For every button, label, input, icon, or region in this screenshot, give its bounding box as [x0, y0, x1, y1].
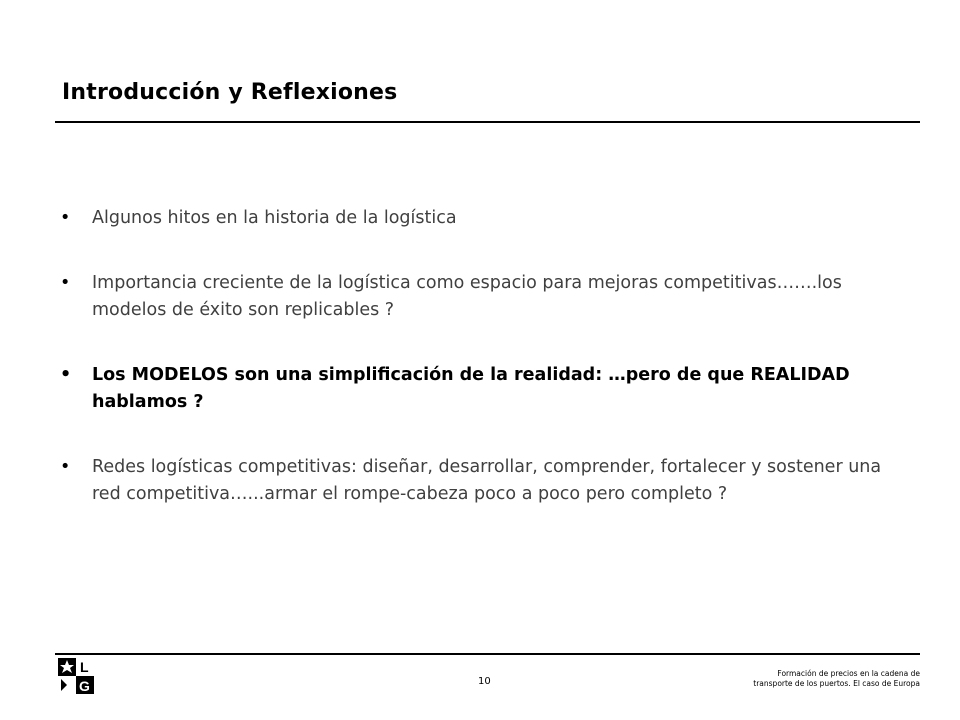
- footer-note-line-2: transporte de los puertos. El caso de Europa: [753, 679, 920, 688]
- bullet-dot: •: [60, 365, 72, 385]
- bullet-item-3: [60, 362, 905, 416]
- bullet-item-2: [60, 270, 905, 324]
- logo-letter-l: L: [80, 659, 89, 675]
- footer-divider: [55, 653, 920, 655]
- bullet-item-4: [60, 454, 905, 508]
- logo-letter-g: G: [79, 678, 90, 694]
- bullet-text: Algunos hitos en la historia de la logística: [92, 208, 457, 228]
- footer-note: [690, 669, 920, 689]
- bullet-text: Los MODELOS son una simplificación de la realidad: …pero de que REALIDAD hablamos ?: [92, 365, 850, 412]
- title-divider: [55, 121, 920, 123]
- footer-note-line-1: Formación de precios en la cadena de: [777, 669, 920, 678]
- slide-title: Introducción y Reflexiones: [62, 80, 398, 105]
- bullet-dot: •: [60, 208, 71, 228]
- bullet-item-1: [60, 205, 905, 232]
- bullet-list: [60, 205, 905, 546]
- alg-logo-graphic: [58, 658, 98, 694]
- bullet-text: Importancia creciente de la logística como espacio para mejoras competitivas…….los modelos de éxito son replicables ?: [92, 273, 842, 320]
- page-number: 10: [478, 676, 491, 687]
- bullet-text: Redes logísticas competitivas: diseñar, desarrollar, comprender, fortalecer y sostener una red competitiva…...armar el rompe-cabeza poco a poco pero completo ?: [92, 457, 882, 504]
- bullet-dot: •: [60, 273, 71, 293]
- bullet-dot: •: [60, 457, 71, 477]
- alg-logo-icon: [58, 658, 98, 694]
